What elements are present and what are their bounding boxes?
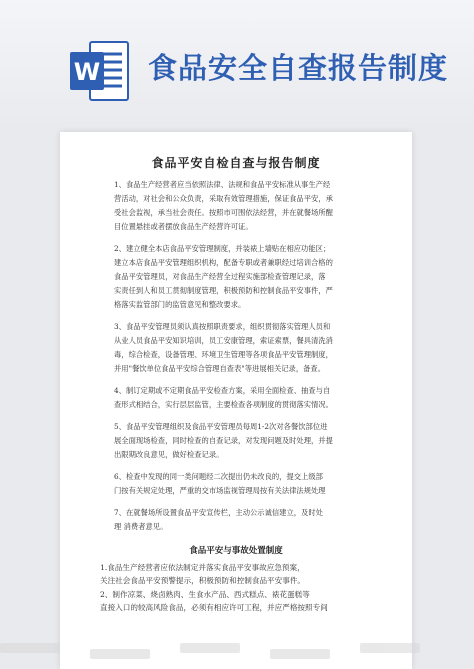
body-paragraph [114,420,376,462]
paragraph-line: 直接入口的较高风险食品，必须有相应许可工程，并应严格按照专间 [100,602,328,612]
paragraph-line: 2、制作凉菜、烧卤熟肉、生食水产品、西式糕点、裱花蛋糕等 [100,590,310,599]
section-paragraph [100,589,390,614]
paragraph-line: 查形式相结合，实行层层监管，主要检查各项制度的贯彻落实情况。 [114,400,333,409]
body-paragraph [114,242,376,312]
paragraph-line: 展全面现场检查，同时检查的自查记录，对发现问题及时处理，并提 [114,436,333,445]
word-document-icon [68,38,130,104]
body-paragraph [114,384,376,412]
paragraph-line: 3、食品平安管理员须认真按照职责要求，组织贯彻落实管理人员和 [114,322,331,331]
section-title: 食品平安与事故处置制度 [189,546,283,556]
section-paragraph [100,562,390,587]
paragraph-line: 1.食品生产经营者应依法制定并落实食品平安事故应急预案， [100,563,305,572]
body-paragraph [114,470,376,498]
paragraph-line: 受社会监视，承当社会责任。按照市可围依法经营，并在就餐场所醒 [114,208,333,217]
paragraph-line: 格落实监管部门的监管意见和整改要求。 [114,300,246,309]
paragraph-line: 理 消费者意见。 [114,522,168,531]
body-paragraph [114,178,376,234]
paragraph-line: 门按有关规定处理，严重的交市场监视管理局按有关法律法规处理 [114,486,326,495]
document-page [60,132,412,669]
paragraph-line: 建立本店食品平安管理组织机构，配备专职或者兼职经过培训合格的 [114,258,333,267]
paragraph-line: 营活动，对社会和公众负责，采取有效管理措施，保证食品平安，承 [114,194,333,203]
paragraph-line: 目位置悬挂或者摆放食品生产经营许可证。 [114,222,253,231]
body-paragraph [114,320,376,376]
document-title: 食品平安自检自查与报告制度 [151,156,321,170]
paragraph-line: 1、食品生产经营者应当依照法律、法规和食品平安标准从事生产经 [114,180,331,189]
paragraph-line: 并用"餐饮单位食品平安综合管理自查表"等进展相关记录，备查。 [114,364,326,373]
paragraph-line: 关注社会食品平安预警提示，积极预防和控制食品平安事件。 [100,575,306,585]
paragraph-line: 2、建立健全本店食品平安管理制度，并装裱上墙贴在相应功能区； [114,244,331,253]
paragraph-line: 实责任到人和员工贯彻制度管理，积极预防和控制食品平安事件，严 [114,286,333,295]
paragraph-line: 从业人员食品平安知识培训，员工安康管理，索证索票，餐具清洗消 [114,336,333,345]
paragraph-line: 6、检查中发现的同一类问题经二次提出仍未改良的，提交上级部 [114,472,323,481]
paragraph-line: 毒，综合检查，设备管理、环境卫生管理等各项食品平安管理制度， [114,350,333,359]
paragraph-line: 4、制订定期或不定期食品平安检查方案，采用全面检查、抽查与自 [114,386,331,395]
page-title: 食品安全自查报告制度 [148,51,449,85]
paragraph-line: 出限期改良意见，做好检查记录。 [114,450,224,459]
paragraph-line: 7、在就餐场所设置食品平安宣传栏，主动公示诚信建立，及时处 [114,508,323,517]
paragraph-line: 食品平安管理员，对食品生产经营全过程实施部检查管理记录，落 [114,272,326,281]
paragraph-line: 5、食品平安管理组织及食品平安管理员每周1-2次对各餐饮部位进 [114,422,328,431]
banner [0,0,474,130]
body-paragraph [114,506,376,534]
logo-letter: W [73,58,101,86]
